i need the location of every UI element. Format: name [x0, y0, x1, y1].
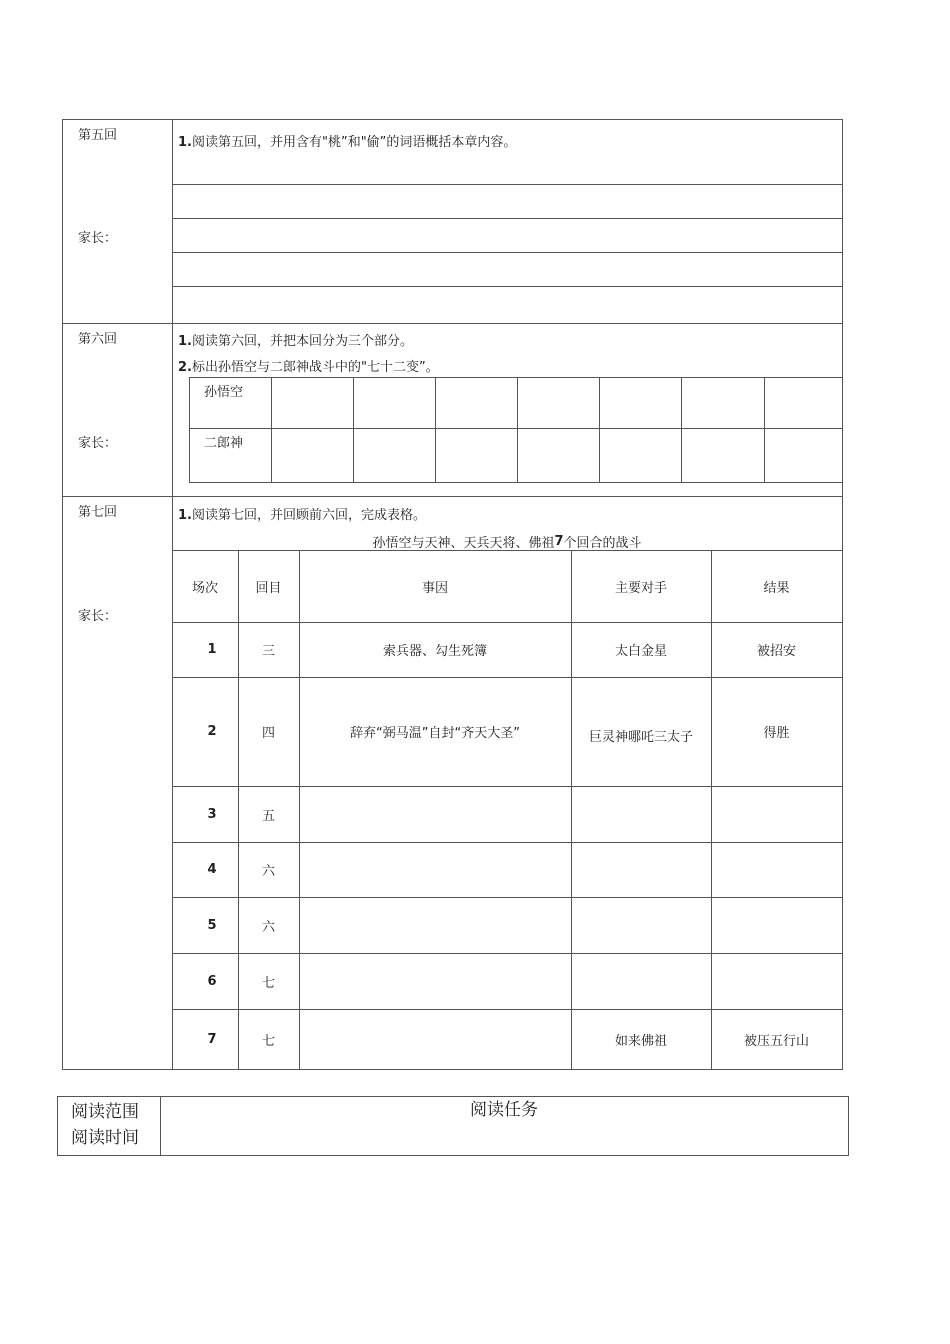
table-row-chapter: 五 [261, 808, 275, 824]
parent-label: 家长： [78, 436, 118, 451]
table-row-result [711, 953, 842, 1009]
reading-time-label: 阅读时间 [71, 1128, 139, 1148]
table-row-number: 4 [207, 862, 217, 877]
table-row-opponent: 太白金星 [614, 644, 667, 659]
table-row-cause: 索兵器、勾生死簿 [382, 644, 487, 659]
table-row-opponent: 如来佛祖 [614, 1033, 667, 1049]
table-row-result: 得胜 [763, 726, 790, 741]
header-result: 结果 [763, 580, 790, 596]
task-1: 1.阅读第五回，并用含有"桃”和"偷”的词语概括本章内容。 [178, 135, 517, 150]
parent-label: 家长： [78, 231, 118, 246]
task-1: 1.阅读第七回，并回顾前六回，完成表格。 [178, 508, 426, 523]
chapter-label: 第七回 [78, 505, 118, 520]
table-row-chapter: 六 [261, 864, 275, 879]
table-row-result [711, 842, 842, 897]
table-row-number: 6 [207, 973, 217, 989]
table-row-cause [299, 1009, 571, 1069]
table-row-opponent [571, 842, 711, 897]
table-row-cause [299, 786, 571, 842]
table-row-opponent [571, 786, 711, 842]
parent-label: 家长： [78, 609, 118, 624]
table-row-chapter: 七 [261, 1033, 275, 1049]
table-row-chapter: 四 [261, 726, 275, 741]
table-row-cause [299, 897, 571, 953]
header-chapter: 回目 [255, 580, 282, 596]
table-row-cause: 辞弃“弼马温”自封“齐天大圣” [350, 726, 520, 741]
table-row-result [711, 786, 842, 842]
task-1: 1.阅读第六回，并把本回分为三个部分。 [178, 334, 413, 349]
row-label-sun-wukong: 孙悟空 [204, 385, 244, 400]
table-row-number: 2 [207, 724, 217, 739]
table-row-chapter: 六 [261, 919, 275, 935]
table-row-number: 3 [207, 806, 217, 822]
table-row-number: 7 [207, 1031, 217, 1047]
table-row-cause [299, 842, 571, 897]
header-opponent: 主要对手 [614, 580, 667, 596]
table-row-result [711, 897, 842, 953]
chapter-label: 第六回 [78, 332, 118, 347]
table-row-cause [299, 953, 571, 1009]
table-row-result: 被招安 [756, 644, 796, 659]
table-row-opponent [571, 953, 711, 1009]
table-row-number: 1 [207, 642, 217, 657]
task-2: 2.标出孙悟空与二郎神战斗中的"七十二变”。 [178, 360, 439, 375]
chapter-label: 第五回 [78, 128, 118, 143]
table-row-chapter: 三 [261, 644, 275, 659]
reading-task-label: 阅读任务 [470, 1100, 538, 1120]
header-scene: 场次 [191, 580, 218, 596]
table-row-result: 被压五行山 [743, 1033, 809, 1049]
table-row-opponent: 巨灵神哪吒三太子 [588, 730, 693, 745]
table-row-opponent [571, 897, 711, 953]
header-cause: 事因 [421, 580, 448, 596]
table-row-chapter: 七 [261, 975, 275, 991]
battle-table-caption: 孙悟空与天神、天兵天将、佛祖 7 个回合的战斗 [372, 533, 642, 551]
row-label-erlang-shen: 二郎神 [204, 436, 244, 451]
reading-range-label: 阅读范围 [71, 1102, 139, 1122]
table-row-number: 5 [207, 917, 217, 933]
